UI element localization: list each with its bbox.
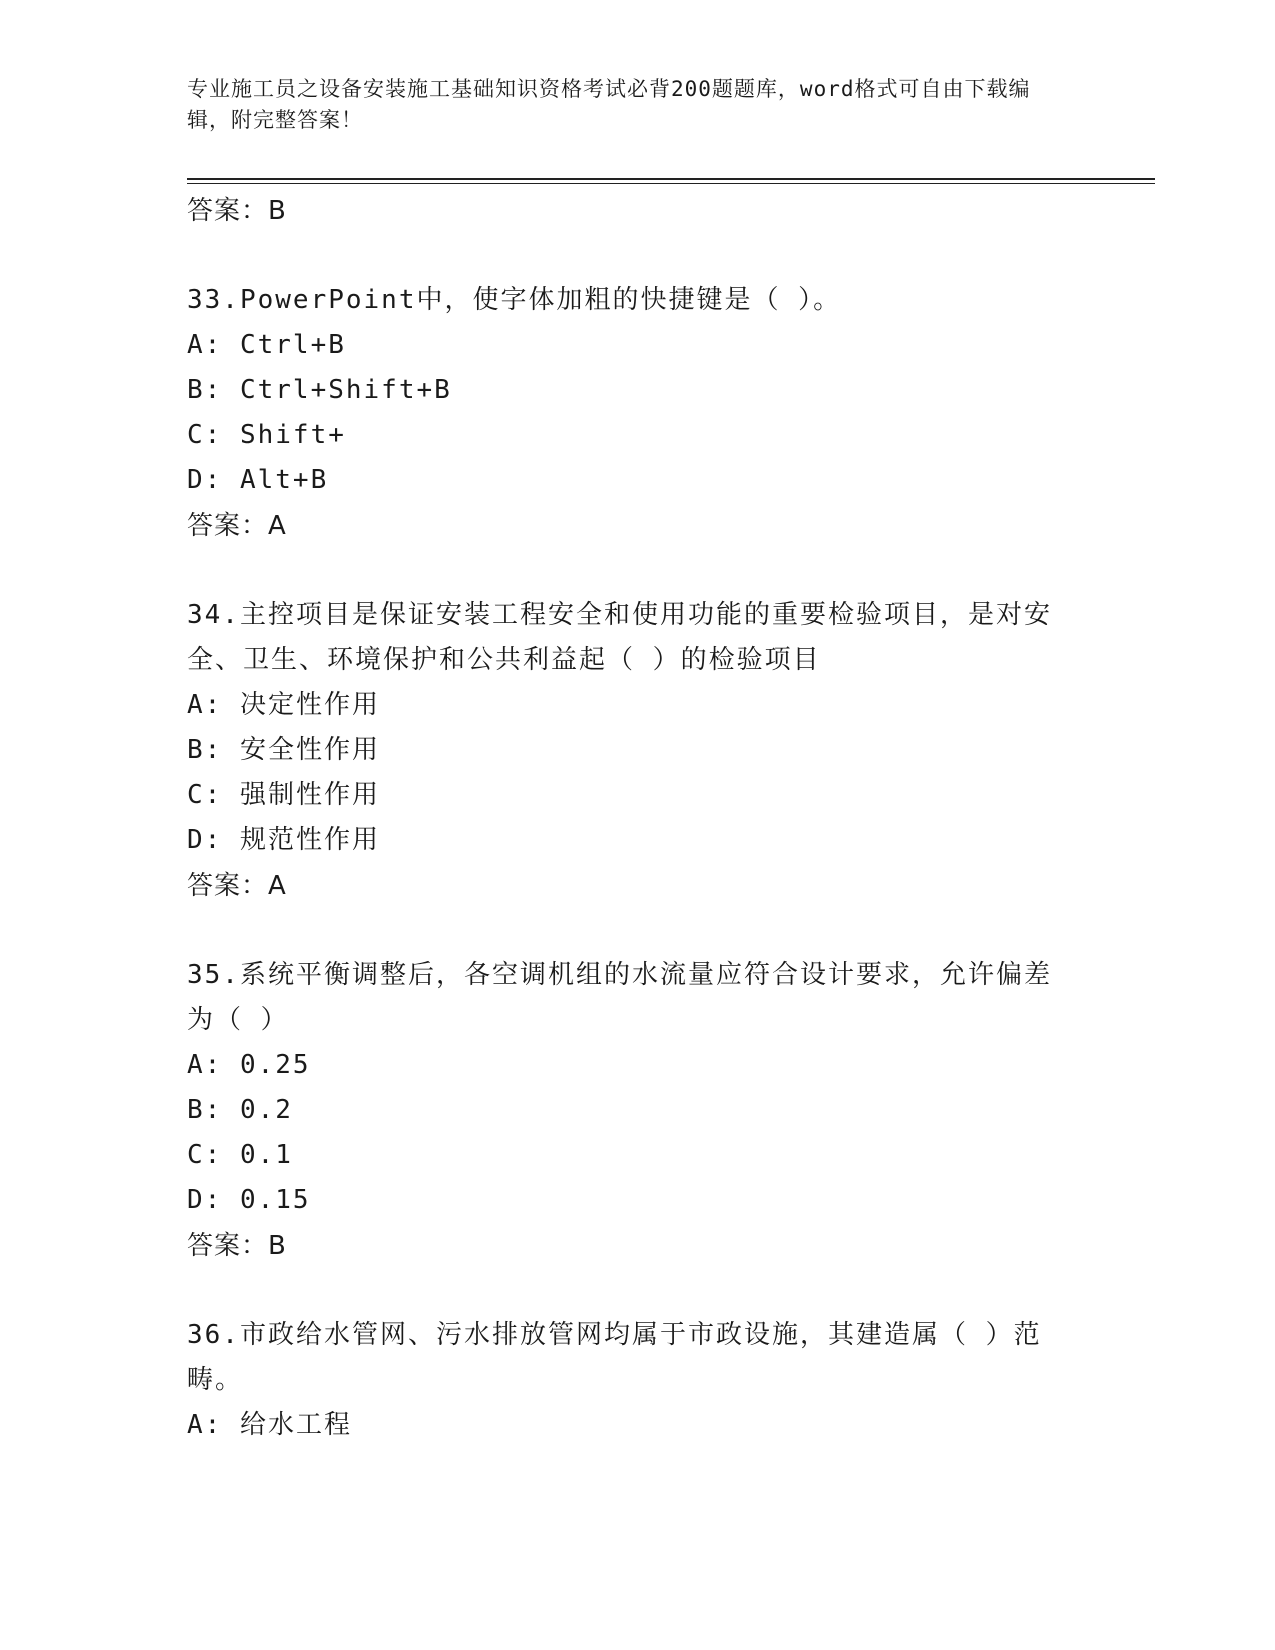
option-b: B: 安全性作用	[187, 735, 380, 765]
option-a: A: Ctrl+B	[187, 330, 346, 360]
header-rule-thick	[187, 178, 1155, 180]
header-rule-thin	[187, 183, 1155, 184]
option-c: C: Shift+	[187, 420, 346, 450]
option-b: B: Ctrl+Shift+B	[187, 375, 452, 405]
question-33	[187, 278, 1077, 549]
option-a: A: 决定性作用	[187, 690, 380, 720]
option-b: B: 0.2	[187, 1095, 293, 1125]
option-d: D: 规范性作用	[187, 825, 380, 855]
question-text: 34.主控项目是保证安装工程安全和使用功能的重要检验项目，是对安全、卫生、环境保护和公共利益起（ ）的检验项目	[187, 600, 1052, 675]
option-a: A: 给水工程	[187, 1410, 352, 1440]
option-d: D: Alt+B	[187, 465, 329, 495]
question-list	[187, 188, 1077, 1448]
answer-label: 答案：B	[187, 1231, 287, 1261]
question-text: 33.PowerPoint中，使字体加粗的快捷键是（ ）。	[187, 285, 842, 315]
option-d: D: 0.15	[187, 1185, 311, 1215]
answer-label: 答案：B	[187, 196, 287, 226]
option-a: A: 0.25	[187, 1050, 311, 1080]
option-c: C: 0.1	[187, 1140, 293, 1170]
question-text: 35.系统平衡调整后，各空调机组的水流量应符合设计要求，允许偏差为（ ）	[187, 960, 1052, 1035]
answer-label: 答案：A	[187, 511, 287, 541]
question-36	[187, 1313, 1077, 1448]
document-header: 专业施工员之设备安装施工基础知识资格考试必背200题题库，word格式可自由下载编辑，附完整答案！	[187, 77, 1031, 132]
question-text: 36.市政给水管网、污水排放管网均属于市政设施，其建造属（ ）范畴。	[187, 1320, 1042, 1395]
option-c: C: 强制性作用	[187, 780, 380, 810]
question-35	[187, 953, 1077, 1269]
question-34	[187, 593, 1077, 909]
answer-label: 答案：A	[187, 871, 287, 901]
